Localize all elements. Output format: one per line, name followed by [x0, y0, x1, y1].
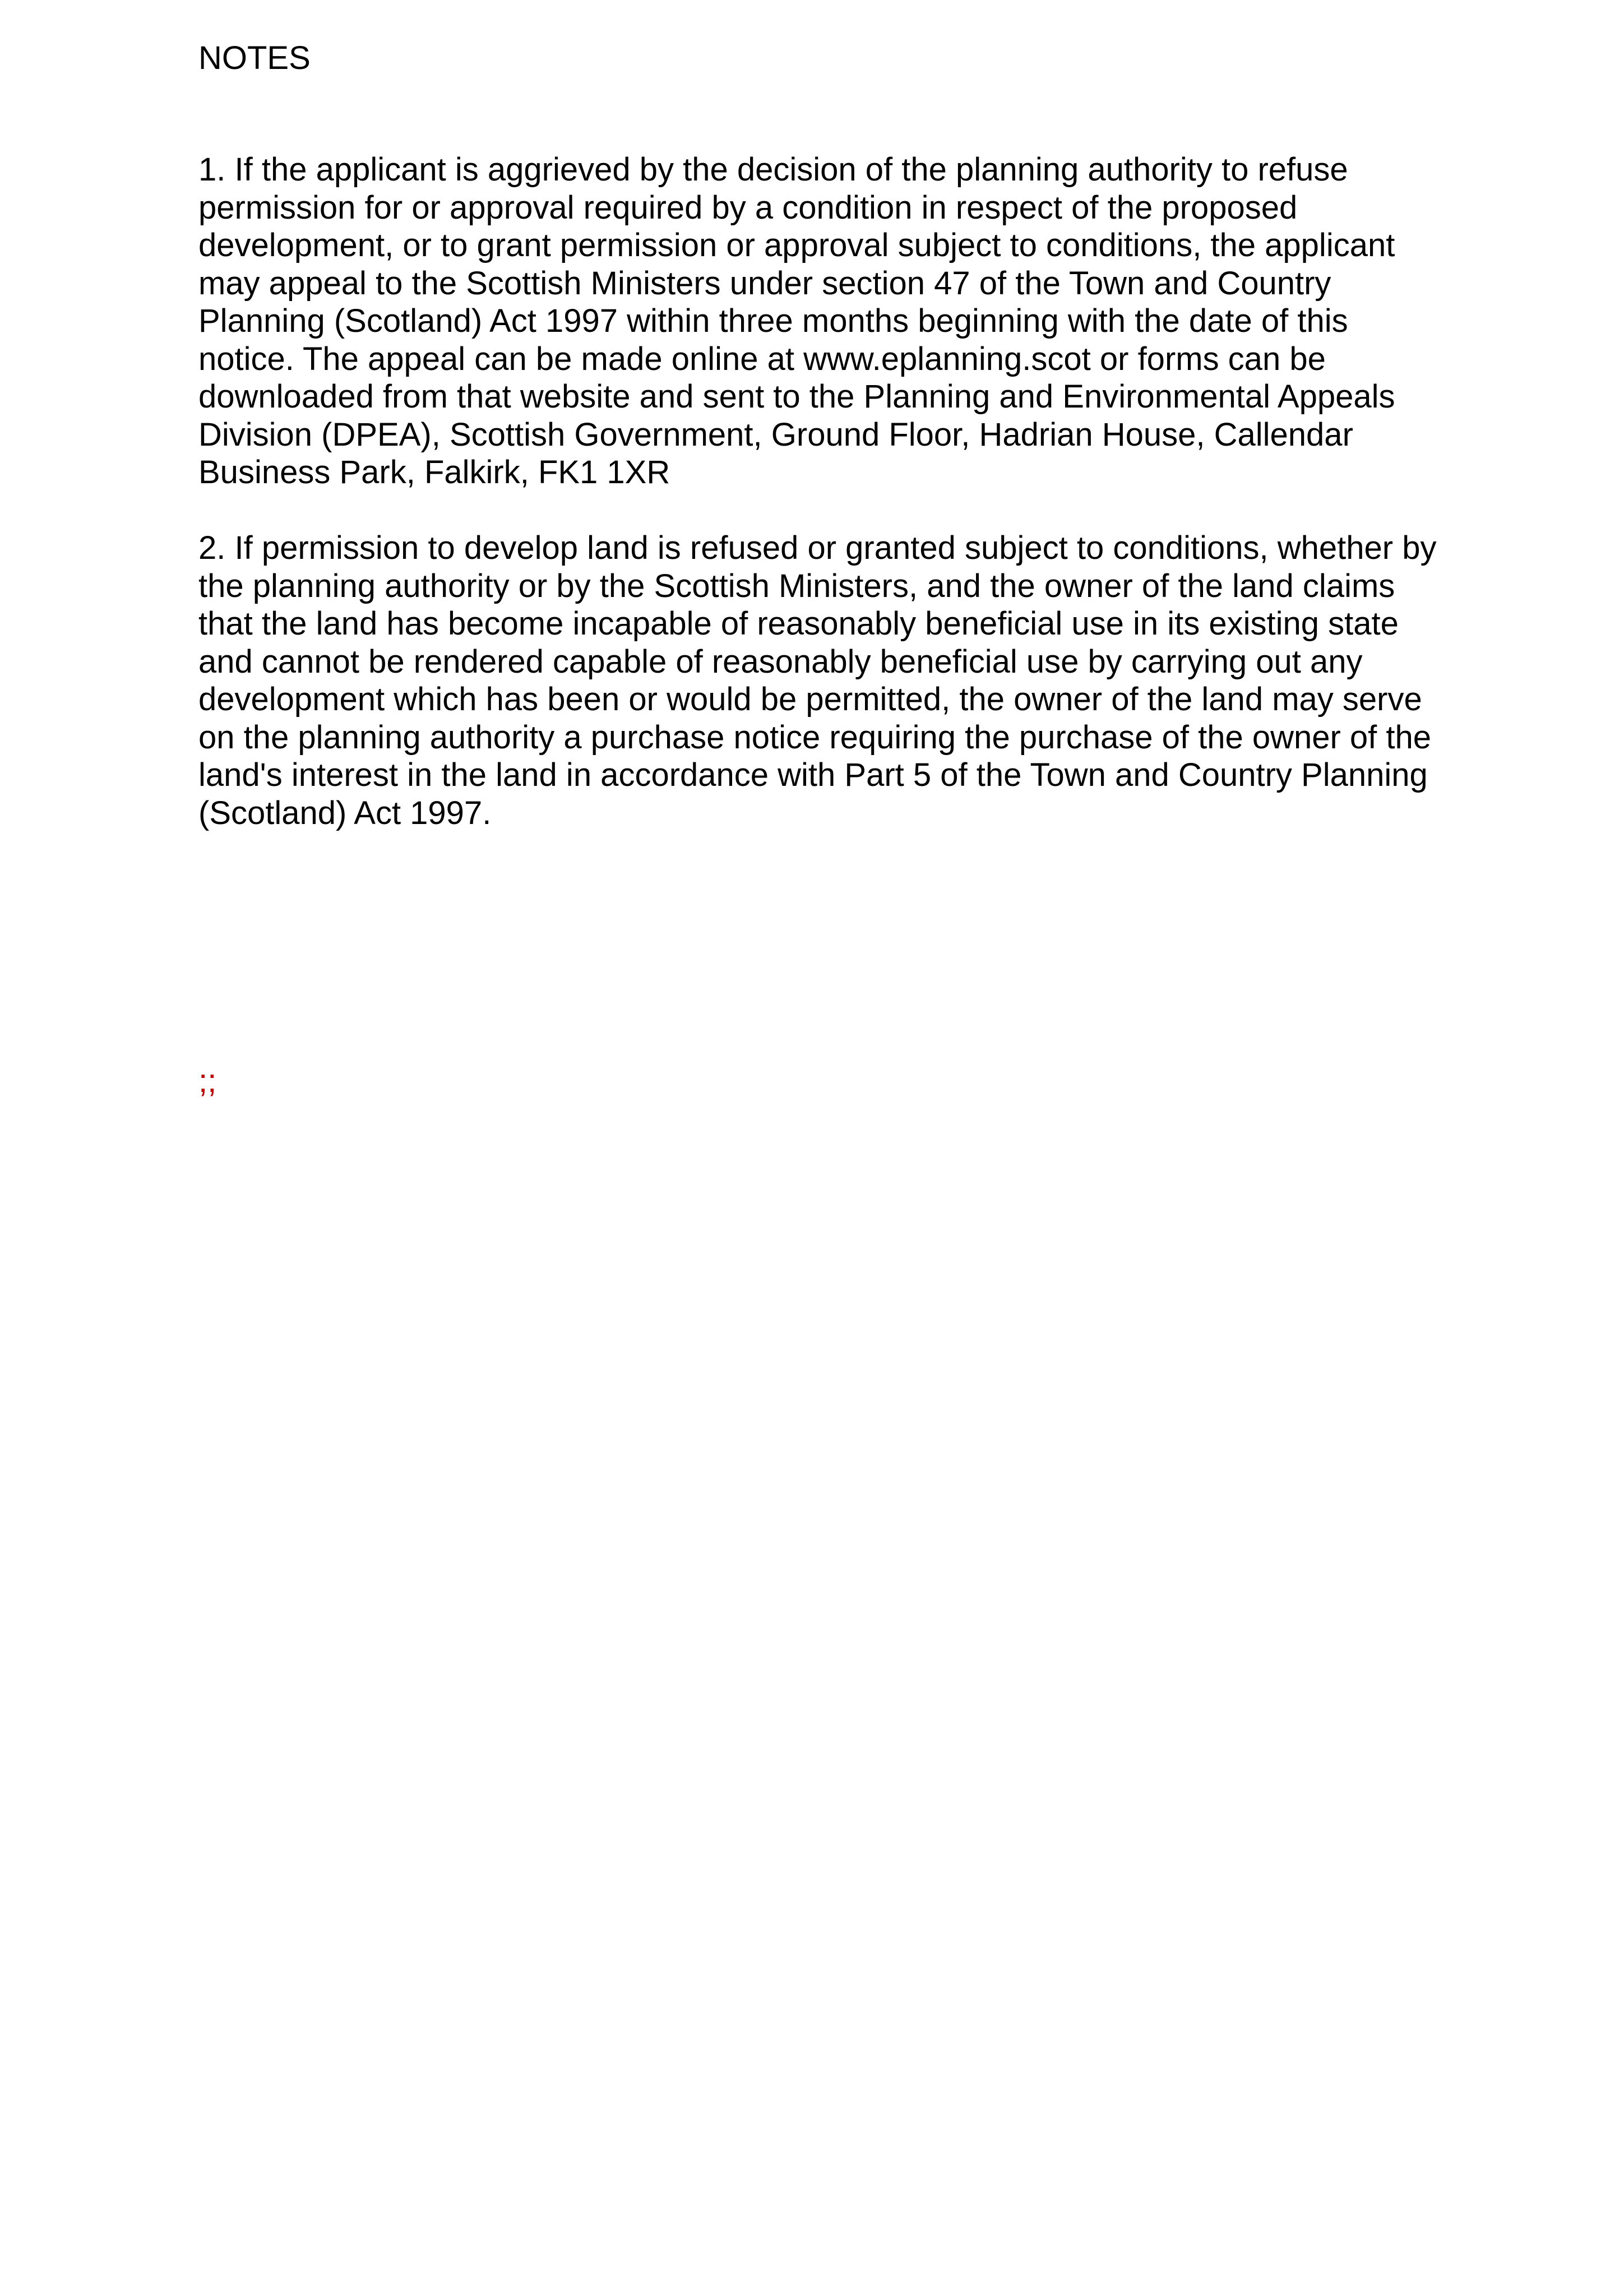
note-1-line: 1. If the applicant is aggrieved by the decision of the planning authority to refuse	[198, 151, 1348, 188]
note-1-line: permission for or approval required by a condition in respect of the proposed	[198, 189, 1298, 226]
note-1-line: may appeal to the Scottish Ministers under section 47 of the Town and Country	[198, 265, 1331, 302]
note-1-line: Division (DPEA), Scottish Government, Ground Floor, Hadrian House, Callendar	[198, 416, 1353, 453]
note-2-line: development which has been or would be permitted, the owner of the land may serve	[198, 681, 1422, 718]
note-1-line: Planning (Scotland) Act 1997 within three months beginning with the date of this	[198, 303, 1348, 339]
note-1-line: downloaded from that website and sent to the Planning and Environmental Appeals	[198, 378, 1395, 415]
note-1-line: development, or to grant permission or approval subject to conditions, the applicant	[198, 227, 1395, 263]
red-marker-text: ;;	[198, 1063, 217, 1099]
note-1	[198, 151, 1436, 492]
note-2-line: on the planning authority a purchase notice requiring the purchase of the owner of the	[198, 719, 1432, 756]
note-1-line: notice. The appeal can be made online at www.eplanning.scot or forms can be	[198, 340, 1326, 377]
note-1-line: Business Park, Falkirk, FK1 1XR	[198, 454, 670, 490]
notes-heading: NOTES	[198, 40, 311, 76]
paragraph-spacer	[198, 492, 1436, 530]
note-2-line: 2. If permission to develop land is refused or granted subject to conditions, whether by	[198, 530, 1437, 566]
note-2-line: the planning authority or by the Scottish Ministers, and the owner of the land claims	[198, 567, 1395, 604]
note-2-line: and cannot be rendered capable of reasonably beneficial use by carrying out any	[198, 643, 1363, 680]
note-2-line: that the land has become incapable of reasonably beneficial use in its existing state	[198, 605, 1399, 642]
note-2-line: land's interest in the land in accordance with Part 5 of the Town and Country Planning	[198, 757, 1428, 793]
notes-body	[198, 151, 1436, 832]
note-2-line: (Scotland) Act 1997.	[198, 794, 492, 831]
note-2	[198, 529, 1436, 832]
